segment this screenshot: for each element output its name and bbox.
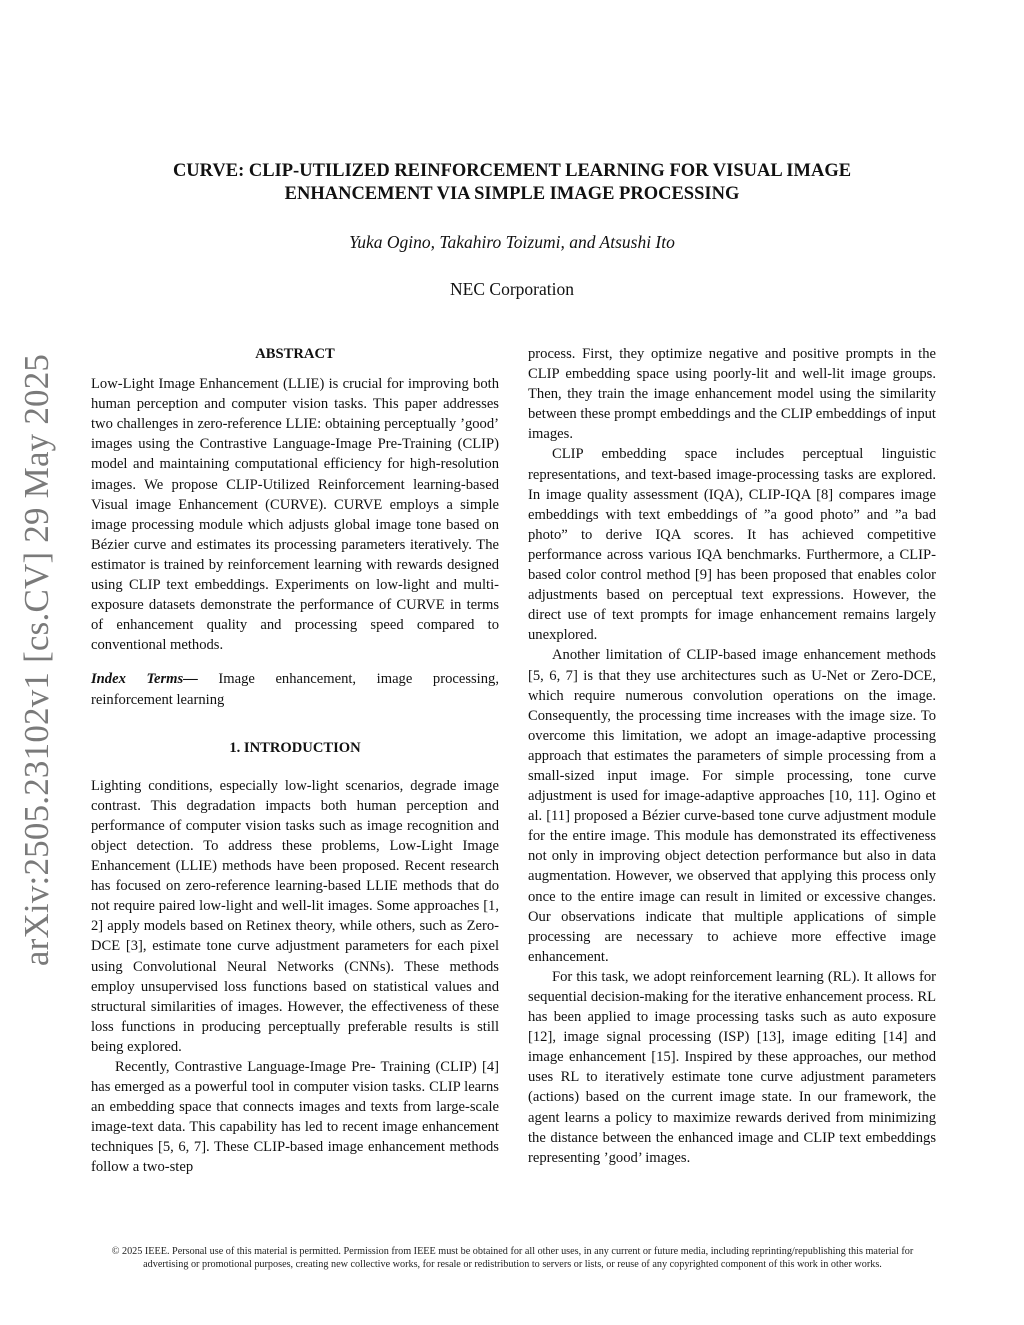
intro-paragraph-6: For this task, we adopt reinforcement learning (RL). It allows for sequential decision-making for the iterative enhancement process. RL has been applied to image processing tasks such as auto exposure [12], image signal processing (ISP) [13], image editing [14] and image enhancement [15]. Inspired by these approaches, our method uses RL to iteratively estimate tone curve adjustment parameters (actions) based on the current image state. In our framework, the agent learns a policy to maximize rewards derived from minimizing the distance between the enhanced image and CLIP text embeddings representing ’good’ images. bbox=[528, 968, 936, 1166]
paper-title bbox=[0, 160, 1024, 206]
index-terms-text: Image enhancement, image processing, reinforcement learning bbox=[91, 671, 499, 708]
intro-paragraph-1: Lighting conditions, especially low-light scenarios, degrade image contrast. This degradation impacts both human perception and performance of computer vision tasks such as image recognition and object detection. To address these problems, Low-Light Image Enhancement (LLIE) methods have been proposed. Recent research has focused on zero-reference learning-based LLIE methods that do not require paired low-light and well-lit images. Some approaches [1, 2] apply models based on Retinex theory, while others, such as Zero-DCE [3], estimate tone curve adjustment parameters for each pixel using Convolutional Neural Networks (CNNs). These methods employ unsupervised loss functions based on statistical values and structural similarities of images. However, the effectiveness of these loss functions in producing perceptually preferable results is still being explored. bbox=[91, 777, 499, 1055]
abstract-heading: ABSTRACT bbox=[255, 346, 335, 362]
copyright-notice: © 2025 IEEE. Personal use of this material is permitted. Permission from IEEE must be obtained for all other uses, in any current or future media, including reprinting/republishing this material for advertising or promotional purposes, creating new collective works, for resale or redistribution to servers or lists, or reuse of any copyrighted component of this work in other works. bbox=[111, 1246, 914, 1270]
index-terms-label: Index Terms— bbox=[91, 671, 198, 688]
paper-title-line-2: ENHANCEMENT VIA SIMPLE IMAGE PROCESSING bbox=[284, 184, 740, 204]
affiliation: NEC Corporation bbox=[450, 279, 574, 299]
paper-title-line-1: CURVE: CLIP-UTILIZED REINFORCEMENT LEARNING FOR VISUAL IMAGE bbox=[172, 161, 852, 181]
intro-paragraph-4: CLIP embedding space includes perceptual linguistic representations, and text-based image-processing tasks are explored. In image quality assessment (IQA), CLIP-IQA [8] compares image embeddings with text embeddings of ”a good photo” and ”a bad photo” to derive IQA scores. It has achieved competitive performance across various IQA benchmarks. Furthermore, a CLIP-based color control method [9] has been proposed that enables color adjustments based on perceptual text expressions. However, the direct use of text prompts for image enhancement remains largely unexplored. bbox=[528, 446, 936, 644]
intro-paragraph-5: Another limitation of CLIP-based image enhancement methods [5, 6, 7] is that they use architectures such as U-Net or Zero-DCE, which require numerous convolution operations on the image. Consequently, the processing time increases with the image size. To overcome this limitation, we adopt an image-adaptive processing approach that estimates the parameters of simple processing from a small-sized input image. For simple processing, tone curve adjustment is used for image-adaptive approaches [10, 11]. Ogino et al. [11] proposed a Bézier curve-based tone curve adjustment module for the entire image. This module has demonstrated its effectiveness not only in improving object detection performance but also in data augmentation. However, we observed that applying this process only once to the entire image can result in limited or excessive changes. Our observations indicate that multiple applications of simple processing are necessary to achieve more effective image enhancement. bbox=[528, 647, 936, 965]
intro-paragraph-2: Recently, Contrastive Language-Image Pre- Training (CLIP) [4] has emerged as a powerful tool in computer vision tasks. CLIP learns an embedding space that connects images and texts from large-scale image-text data. This capability has led to recent image enhancement techniques [5, 6, 7]. These CLIP-based image enhancement methods follow a two-step bbox=[91, 1059, 499, 1176]
arxiv-identifier: arXiv:2505.23102v1 [cs.CV] 29 May 2025 bbox=[17, 353, 56, 967]
introduction-heading: 1. INTRODUCTION bbox=[229, 739, 361, 756]
intro-paragraph-3: process. First, they optimize negative and positive prompts in the CLIP embedding space using poorly-lit and well-lit image groups. Then, they train the image enhancement model using the similarity between these prompt embeddings and the CLIP embeddings of input images. bbox=[528, 346, 936, 443]
left-column bbox=[91, 344, 499, 1178]
abstract-text: Low-Light Image Enhancement (LLIE) is crucial for improving both human perception and computer vision tasks. This paper addresses two challenges in zero-reference LLIE: obtaining perceptually ’good’ images using the Contrastive Language-Image Pre-Training (CLIP) model and maintaining computational efficiency for high-resolution images. We propose CLIP-Utilized Reinforcement learning-based Visual image Enhancement (CURVE). CURVE employs a simple image processing module which adjusts global image tone based on Bézier curve and estimates its processing parameters iteratively. The estimator is trained by reinforcement learning with rewards designed using CLIP text embeddings. Experiments on low-light and multi-exposure datasets demonstrate the performance of CURVE in terms of enhancement quality and processing speed compared to conventional methods. bbox=[91, 376, 499, 654]
right-column bbox=[528, 344, 936, 1168]
author-list: Yuka Ogino, Takahiro Toizumi, and Atsushi Ito bbox=[349, 232, 675, 252]
index-terms bbox=[91, 669, 499, 709]
